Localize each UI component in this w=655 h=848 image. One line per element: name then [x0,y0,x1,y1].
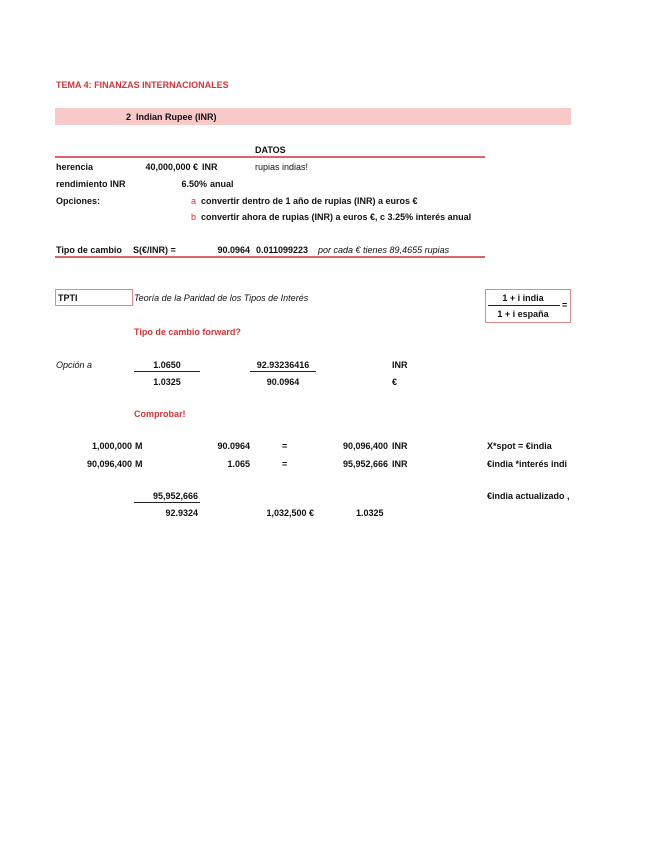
tipo-cambio-label: Tipo de cambio [56,245,122,255]
opcion-a-unit-top: INR [392,360,408,370]
forward-heading: Tipo de cambio forward? [134,327,241,337]
opcion-a-den1: 1.0325 [153,377,181,387]
tpti-label: TPTI [58,293,78,303]
banner-number: 2 [126,112,132,122]
opcion-a-bar1 [134,371,200,372]
page-title: TEMA 4: FINANZAS INTERNACIONALES [56,80,229,90]
rate-note: por cada € tienes 89,4655 rupias [318,245,450,255]
herencia-note: rupias indias! [255,162,309,172]
final-note: €india actualizado , [487,491,570,501]
inverse-rate: 0.011099223 [256,245,309,255]
currency-banner [55,108,571,125]
tipo-cambio-formula: S(€/INR) = [133,245,176,255]
datos-header: DATOS [255,145,286,155]
opcion-a-label: Opción a [56,360,93,370]
rendimiento-unit: anual [210,179,234,189]
rendimiento-value: 6.50% [181,179,207,189]
datos-top-rule [55,156,485,158]
option-b-letter: b [191,212,197,222]
banner-currency: Indian Rupee (INR) [136,112,217,122]
herencia-value: 40,000,000 € [145,162,198,172]
row1-equals: = [282,441,288,451]
rendimiento-label: rendimiento INR [56,179,126,189]
opcion-a-num1: 1.0650 [153,360,181,370]
herencia-unit: INR [202,162,218,172]
opcion-a-unit-bottom: € [392,377,398,387]
row2-equals: = [282,459,288,469]
comprobar-heading: Comprobar! [134,409,186,419]
tpti-fraction-bar [488,305,560,306]
final-denominator: 92.9324 [165,508,198,518]
opcion-a-den2: 90.0964 [266,377,300,387]
option-a-text: convertir dentro de 1 año de rupias (INR) a euros € [201,196,418,206]
row2-result: 95,952,666 [342,459,388,469]
opcion-a-num2: 92.93236416 [256,360,310,370]
final-factor: 1.0325 [356,508,384,518]
tpti-description: Teoría de la Paridad de los Tipos de Interés [134,293,309,303]
tpti-equals: = [562,300,568,310]
row1-m: M [135,441,143,451]
row2-m: M [135,459,143,469]
tpti-denominator: 1 + i españa [497,309,549,319]
option-b-text: convertir ahora de rupias (INR) a euros €, c 3.25% interés anual [201,212,472,222]
row1-amount: 1,000,000 [91,441,132,451]
opciones-label: Opciones: [56,196,101,206]
row2-factor: 1.065 [227,459,250,469]
spot-rate: 90.0964 [217,245,250,255]
final-numerator: 95,952,666 [152,491,198,501]
row1-note: X*spot = €india [487,441,552,451]
row2-unit: INR [392,459,408,469]
tpti-numerator: 1 + i india [502,293,544,303]
datos-bottom-rule [55,256,485,258]
row1-factor: 90.0964 [217,441,250,451]
herencia-label: herencia [56,162,94,172]
row1-result: 90,096,400 [342,441,388,451]
row1-unit: INR [392,441,408,451]
row2-amount: 90,096,400 [86,459,132,469]
final-euros: 1,032,500 € [266,508,314,518]
row2-note: €india *interés indi [487,459,568,469]
opcion-a-bar2 [250,371,316,372]
option-a-letter: a [191,196,197,206]
final-fraction-bar [134,502,200,503]
